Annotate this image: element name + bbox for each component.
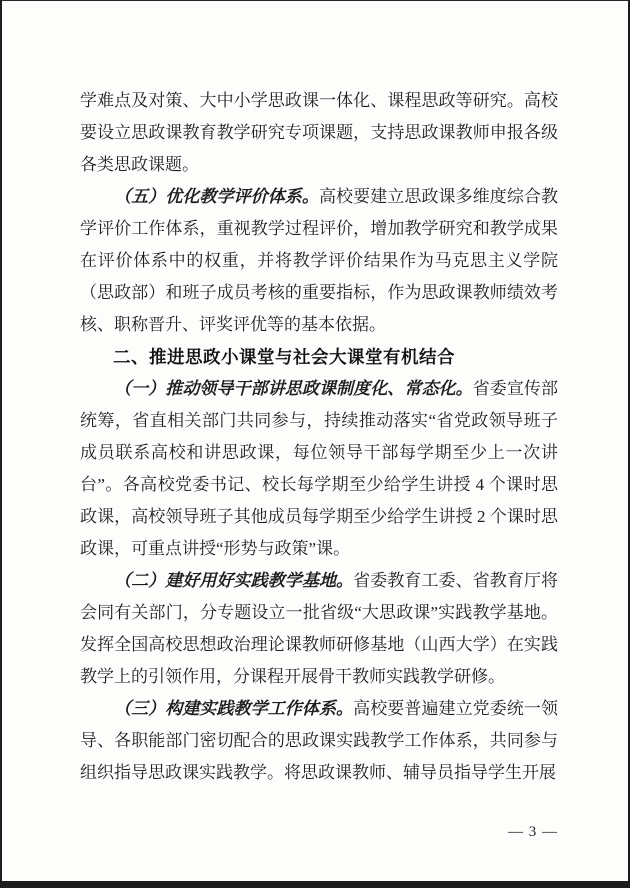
paragraph-lead-2: （二）建好用好实践教学基地。 bbox=[114, 571, 354, 590]
page-number: — 3 — bbox=[508, 824, 558, 840]
paragraph-lead-3: （三）构建实践教学工作体系。 bbox=[114, 699, 354, 718]
paragraph-lead-1: （一）推动领导干部讲思政课制度化、常态化。 bbox=[114, 379, 473, 398]
section-heading-2: 二、推进思政小课堂与社会大课堂有机结合 bbox=[113, 347, 455, 367]
document-body bbox=[80, 85, 558, 789]
paragraph-item-5 bbox=[80, 181, 558, 341]
paragraph-item-3 bbox=[80, 693, 558, 789]
paragraph-lead-5: （五）优化教学评价体系。 bbox=[114, 187, 319, 206]
paragraph-text: 学难点及对策、大中小学思政课一体化、课程思政等研究。高校要设立思政课教育教学研究专项课题，支持思政课教师申报各级各类思政课题。 bbox=[80, 91, 558, 174]
paragraph-text-5: 高校要建立思政课多维度综合教学评价工作体系，重视教学过程评价，增加教学研究和教学成果在评价体系中的权重，并将教学评价结果作为马克思主义学院（思政部）和班子成员考核的重要指标，作为思政课教师绩效考核、职称晋升、评奖评优等的基本依据。 bbox=[80, 187, 559, 334]
paragraph-continuation bbox=[80, 85, 558, 181]
paragraph-item-2 bbox=[80, 565, 558, 693]
paragraph-text-3: 高校要普遍建立党委统一领导、各职能部门密切配合的思政课实践教学工作体系，共同参与组织指导思政课实践教学。将思政课教师、辅导员指导学生开展 bbox=[80, 699, 559, 782]
paragraph-text-2: 省委教育工委、省教育厅将会同有关部门，分专题设立一批省级“大思政课”实践教学基地。发挥全国高校思想政治理论课教师研修基地（山西大学）在实践教学上的引领作用，分课程开展骨干教师实践教学研修。 bbox=[80, 571, 559, 686]
paragraph-item-1 bbox=[80, 373, 558, 565]
paragraph-text-1: 省委宣传部统筹，省直相关部门共同参与，持续推动落实“省党政领导班子成员联系高校和讲思政课，每位领导干部每学期至少上一次讲台”。各高校党委书记、校长每学期至少给学生讲授 4 个课时思政课，高校领导班子其他成员每学期至少给学生讲授 2 个课时思政课，可重点讲授“形势与政策”课。 bbox=[80, 379, 559, 558]
